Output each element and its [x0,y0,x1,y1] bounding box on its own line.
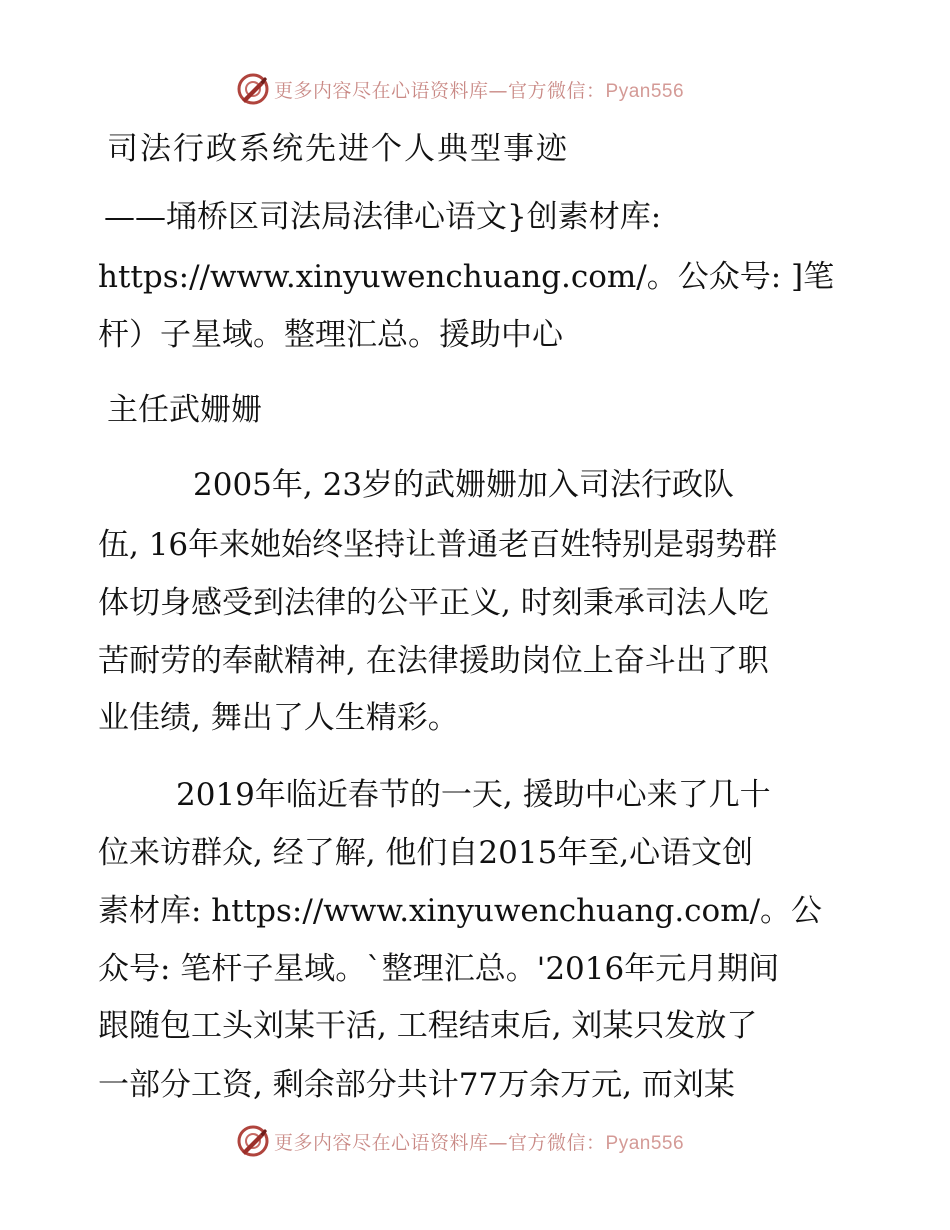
footer-watermark [236,1124,684,1158]
paragraph-1-line-2: 伍, 16年来她始终坚持让普通老百姓特别是弱势群 [98,527,778,563]
paragraph-2-line-4: 众号: 笔杆子星域。`整理汇总。'2016年元月期间 [98,951,780,987]
paragraph-1-line-3: 体切身感受到法律的公平正义, 时刻秉承司法人吃 [98,585,769,621]
subtitle-line-3: 杆）子星域。整理汇总。援助中心 [98,317,563,353]
paragraph-2-line-3: 素材库: https://www.xinyuwenchuang.com/。公 [98,893,823,929]
paragraph-1-line-1: 2005年, 23岁的武姗姗加入司法行政队 [193,467,735,503]
paragraph-2-line-5: 跟随包工头刘某干活, 工程结束后, 刘某只发放了 [98,1008,758,1044]
paragraph-1-line-4: 苦耐劳的奉献精神, 在法律援助岗位上奋斗出了职 [98,643,769,679]
pen-circle-logo-icon [236,72,270,106]
paragraph-2-line-6: 一部分工资, 剩余部分共计77万余万元, 而刘某 [98,1067,735,1103]
subtitle-line-4: 主任武姗姗 [107,392,262,428]
subtitle-line-1: ——埇桥区司法局法律心语文}创素材库: [104,199,662,235]
page-title: 司法行政系统先进个人典型事迹 [107,131,569,167]
watermark-text: 更多内容尽在心语资料库—官方微信：Pyan556 [274,1131,685,1154]
paragraph-2-line-1: 2019年临近春节的一天, 援助中心来了几十 [176,777,771,813]
subtitle-line-2: https://www.xinyuwenchuang.com/。公众号: ]笔 [98,259,835,295]
paragraph-2-line-2: 位来访群众, 经了解, 他们自2015年至,心语文创 [98,835,754,871]
header-watermark [236,72,684,106]
paragraph-1-line-5: 业佳绩, 舞出了人生精彩。 [98,700,459,736]
watermark-wechat-id: Pyan556 [605,80,685,102]
watermark-wechat-id: Pyan556 [605,1132,685,1154]
pen-circle-logo-icon [236,1124,270,1158]
watermark-text: 更多内容尽在心语资料库—官方微信：Pyan556 [274,79,685,102]
